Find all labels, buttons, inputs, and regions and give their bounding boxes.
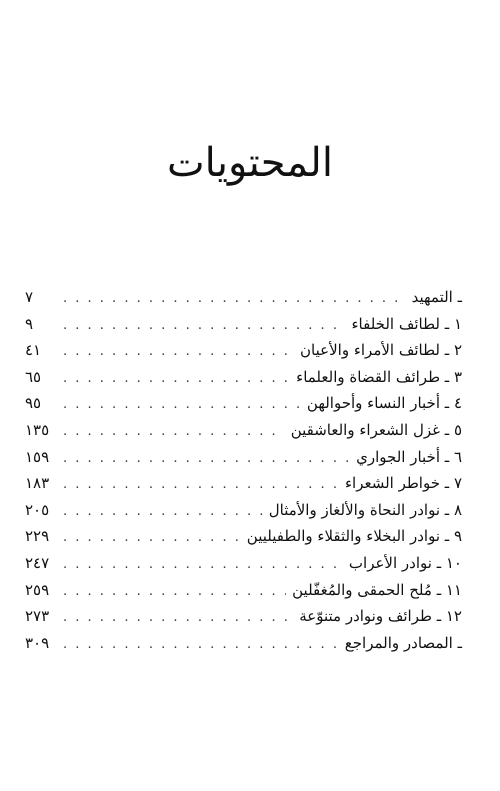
toc-leader-dots [63, 579, 286, 606]
toc-leader-dots [63, 446, 350, 473]
toc-entry-title: ـ التمهيد [411, 288, 462, 306]
toc-leader-dots [63, 525, 241, 552]
toc-entry-page: ١٨٣ [25, 474, 50, 493]
toc-entry [25, 550, 462, 577]
toc-entry-title: ٥ ـ غزل الشعراء والعاشقين [290, 420, 462, 439]
table-of-contents [25, 284, 462, 656]
toc-entry-page: ١٣٥ [25, 420, 50, 439]
toc-entry-page: ١٥٩ [25, 447, 50, 466]
toc-entry-title: ٢ ـ لطائف الأمراء والأعيان [300, 341, 462, 360]
toc-entry [25, 444, 462, 471]
toc-entry-title: ١٢ ـ طرائف ونوادر متنوّعة [299, 607, 462, 626]
toc-entry [25, 390, 462, 417]
toc-entry-title: ـ المصادر والمراجع [344, 633, 462, 652]
toc-entry [25, 470, 462, 497]
toc-entry [25, 630, 462, 657]
toc-entry [25, 523, 462, 550]
toc-entry-title: ٩ ـ نوادر البخلاء والثقلاء والطفيليين [246, 527, 462, 546]
toc-entry-page: ٤١ [25, 341, 42, 360]
toc-leader-dots [63, 313, 345, 340]
toc-entry-title: ٣ ـ طرائف القضاة والعلماء [296, 367, 462, 386]
toc-entry-page: ٢٤٧ [25, 553, 50, 572]
toc-entry-page: ٩ [25, 314, 34, 333]
toc-entry-title: ٤ ـ أخبار النساء وأحوالهن [306, 394, 462, 413]
toc-entry-title: ٦ ـ أخبار الجواري [356, 447, 462, 466]
toc-leader-dots [63, 605, 293, 632]
toc-entry-page: ٦٥ [25, 367, 42, 386]
toc-entry [25, 364, 462, 391]
toc-entry-title: ١ ـ لطائف الخلفاء [351, 314, 462, 333]
page-title: المحتويات [167, 140, 333, 186]
toc-entry [25, 603, 462, 630]
toc-leader-dots [63, 472, 339, 499]
toc-entry-page: ٧ [25, 288, 34, 306]
toc-entry [25, 497, 462, 524]
toc-entry-title: ١١ ـ مُلح الحمقى والمُغفّلين [292, 580, 462, 599]
toc-entry-page: ٢٥٩ [25, 580, 50, 599]
toc-leader-dots [63, 339, 294, 366]
toc-entry [25, 284, 462, 311]
toc-entry-title: ٨ ـ نوادر النحاة والألغاز والأمثال [268, 500, 462, 519]
toc-leader-dots [63, 286, 406, 313]
toc-leader-dots [63, 632, 339, 659]
toc-leader-dots [63, 366, 290, 393]
toc-entry-page: ٢٢٩ [25, 527, 50, 546]
toc-entry [25, 311, 462, 338]
toc-entry [25, 337, 462, 364]
toc-leader-dots [63, 392, 301, 419]
toc-entry-title: ٧ ـ خواطر الشعراء [344, 474, 462, 493]
toc-entry-page: ٢٠٥ [25, 500, 50, 519]
toc-leader-dots [63, 419, 285, 446]
toc-entry-page: ٢٧٣ [25, 607, 50, 626]
toc-entry-page: ٣٠٩ [25, 633, 50, 652]
toc-entry-page: ٩٥ [25, 394, 42, 413]
toc-entry [25, 577, 462, 604]
toc-entry [25, 417, 462, 444]
toc-leader-dots [63, 552, 343, 579]
toc-entry-title: ١٠ ـ نوادر الأعراب [348, 553, 462, 572]
toc-leader-dots [63, 499, 263, 526]
